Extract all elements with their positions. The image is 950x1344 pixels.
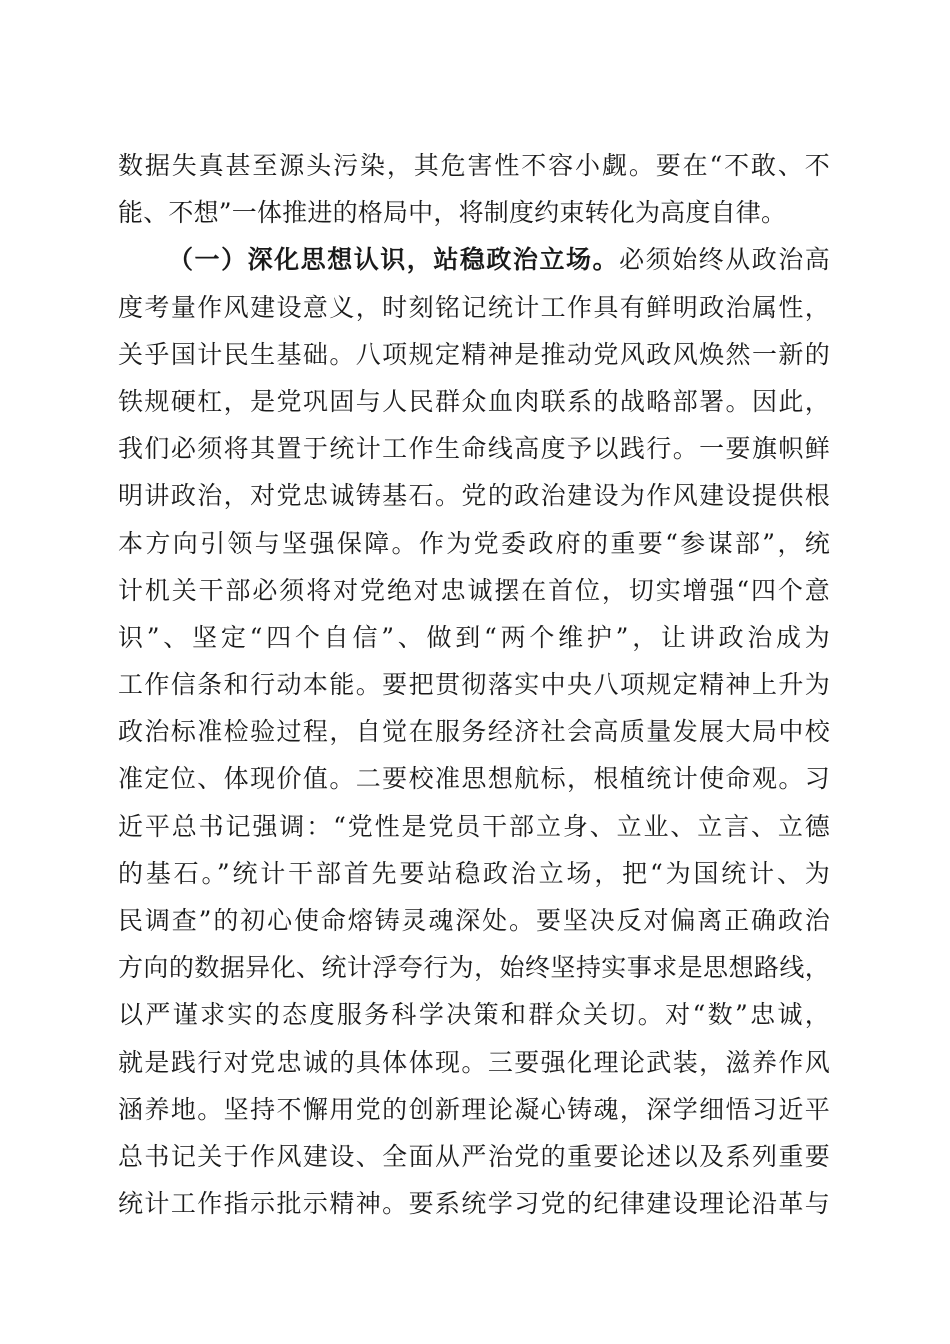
text-line: 准定位、体现价值。二要校准思想航标，根植统计使命观。习 bbox=[118, 764, 830, 794]
text-line: 识”、坚定“四个自信”、做到“两个维护”，让讲政治成为 bbox=[118, 622, 830, 652]
text-line: 的基石。”统计干部首先要站稳政治立场，把“为国统计、为 bbox=[118, 858, 830, 888]
section-heading-line bbox=[118, 236, 830, 283]
section-heading: （一）深化思想认识，站稳政治立场。 bbox=[168, 245, 620, 275]
text-line: 铁规硬杠，是党巩固与人民群众血肉联系的战略部署。因此， bbox=[118, 386, 830, 416]
text-line: 我们必须将其置于统计工作生命线高度予以践行。一要旗帜鲜 bbox=[118, 434, 830, 464]
text-line: 政治标准检验过程，自觉在服务经济社会高质量发展大局中校 bbox=[118, 717, 830, 747]
text-line: 方向的数据异化、统计浮夸行为，始终坚持实事求是思想路线， bbox=[118, 953, 830, 983]
text-line: 就是践行对党忠诚的具体体现。三要强化理论武装，滋养作风 bbox=[118, 1047, 830, 1077]
text-line: 计机关干部必须将对党绝对忠诚摆在首位，切实增强“四个意 bbox=[118, 575, 830, 605]
text-line: 本方向引领与坚强保障。作为党委政府的重要“参谋部”，统 bbox=[118, 528, 830, 558]
text-line: 度考量作风建设意义，时刻铭记统计工作具有鲜明政治属性， bbox=[118, 292, 830, 322]
text-line: 工作信条和行动本能。要把贯彻落实中央八项规定精神上升为 bbox=[118, 670, 830, 700]
body-text bbox=[118, 142, 830, 1227]
section-heading-continuation: 必须始终从政治高 bbox=[619, 245, 830, 275]
text-line: 明讲政治，对党忠诚铸基石。党的政治建设为作风建设提供根 bbox=[118, 481, 830, 511]
text-line: 数据失真甚至源头污染，其危害性不容小觑。要在“不敢、不 bbox=[118, 151, 830, 180]
text-line: 民调查”的初心使命熔铸灵魂深处。要坚决反对偏离正确政治 bbox=[118, 906, 830, 935]
text-line: 统计工作指示批示精神。要系统学习党的纪律建设理论沿革与 bbox=[118, 1189, 830, 1219]
text-line: 近平总书记强调：“党性是党员干部立身、立业、立言、立德 bbox=[118, 811, 830, 841]
text-line: 以严谨求实的态度服务科学决策和群众关切。对“数”忠诚， bbox=[118, 1000, 830, 1030]
text-line: 涵养地。坚持不懈用党的创新理论凝心铸魂，深学细悟习近平 bbox=[118, 1094, 830, 1124]
text-line: 关乎国计民生基础。八项规定精神是推动党风政风焕然一新的 bbox=[118, 339, 830, 369]
text-line: 能、不想”一体推进的格局中，将制度约束转化为高度自律。 bbox=[118, 198, 787, 228]
text-line: 总书记关于作风建设、全面从严治党的重要论述以及系列重要 bbox=[118, 1141, 830, 1171]
